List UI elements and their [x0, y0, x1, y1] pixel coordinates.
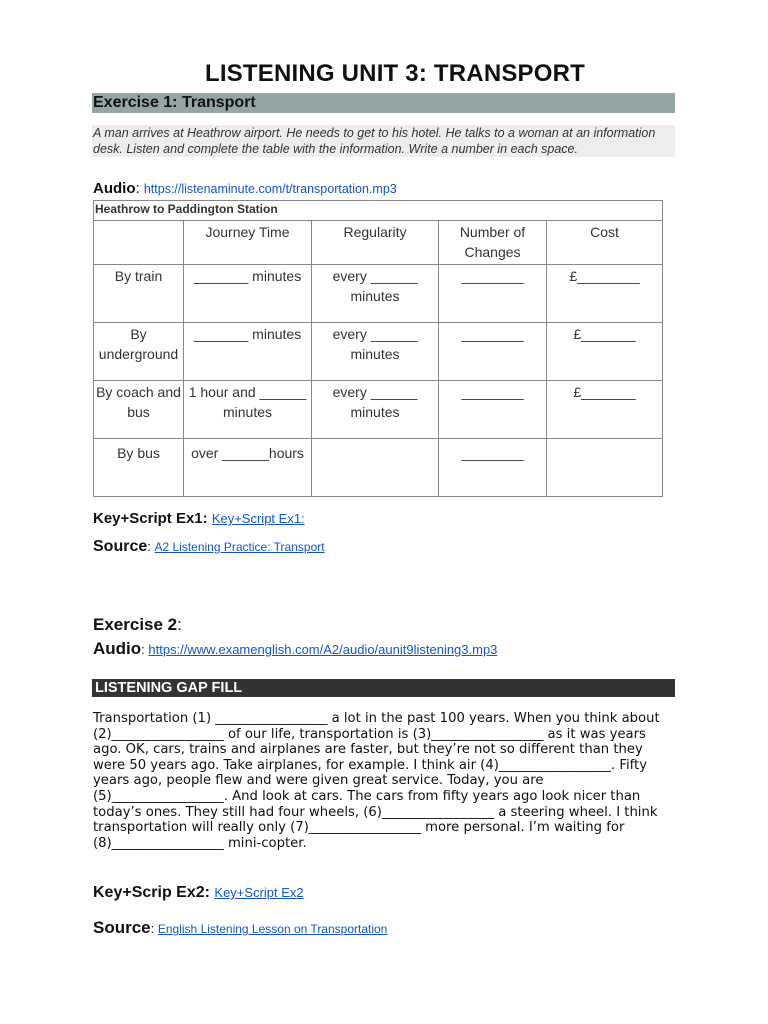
exercise2-heading: [93, 615, 182, 635]
table-cell: every ______ minutes: [312, 381, 439, 439]
audio-separator: :: [141, 642, 149, 657]
source-label: Source: [93, 918, 151, 937]
table-cell: [312, 439, 439, 497]
source-label: Source: [93, 538, 148, 555]
table-header-row: [94, 221, 663, 265]
table-cell: ________: [439, 439, 547, 497]
exercise2-key-line: [93, 884, 304, 902]
exercise1-heading: Exercise 1: Transport: [92, 93, 675, 113]
table-cell: [547, 439, 663, 497]
exercise2-heading-colon: :: [177, 615, 182, 634]
exercise1-key-link[interactable]: Key+Script Ex1:: [211, 511, 305, 526]
table-cell: £_______: [547, 323, 663, 381]
table-row: [94, 323, 663, 381]
audio-label: Audio: [93, 639, 142, 658]
table-cell: £________: [547, 265, 663, 323]
table-header-cell: [94, 221, 184, 265]
table-cell: By underground: [94, 323, 184, 381]
table-cell: £_______: [547, 381, 663, 439]
key-label: Key+Script Ex1:: [93, 510, 212, 527]
table-cell: ________: [439, 381, 547, 439]
table-cell: By bus: [94, 439, 184, 497]
exercise1-instructions: A man arrives at Heathrow airport. He needs to get to his hotel. He talks to a woman at an information desk. Listen and complete the table with the information. Write a number in each space.: [92, 125, 675, 157]
table-cell: By coach and bus: [94, 381, 184, 439]
table-cell: 1 hour and ______ minutes: [184, 381, 312, 439]
page-title: LISTENING UNIT 3: TRANSPORT: [204, 60, 586, 87]
key-label: Key+Scrip Ex2:: [93, 884, 215, 901]
table-cell: over ______hours: [184, 439, 312, 497]
exercise1-source-link[interactable]: A2 Listening Practice: Transport: [154, 540, 325, 554]
table-cell: _______ minutes: [184, 323, 312, 381]
table-header-cell: Regularity: [312, 221, 439, 265]
transport-table: [93, 200, 663, 497]
gap-fill-paragraph: Transportation (1) _________________ a lot in the past 100 years. When you think about (2)_________________ of our life, transportation is (3)_________________ as it was years ago. OK, cars, trains and airplanes are faster, but they’re not so different than they were 50 years ago. Take airplanes, for example. I think air (4)_________________. Fifty years ago, people flew and were given great service. Today, you are (5)_________________. And look at cars. The cars from fifty years ago look nicer than today’s ones. They still had four wheels, (6)_________________ a steering wheel. I think transportation will really only (7)_________________ more personal. I’m waiting for (8)_________________ mini-copter.: [93, 711, 660, 851]
exercise1-key-line: [93, 510, 305, 527]
exercise1-source-line: [93, 538, 325, 556]
table-row: [94, 381, 663, 439]
table-cell: every ______ minutes: [312, 323, 439, 381]
table-caption: Heathrow to Paddington Station: [94, 201, 663, 221]
table-cell: every ______ minutes: [312, 265, 439, 323]
table-header-cell: Journey Time: [184, 221, 312, 265]
exercise1-audio-line: [93, 180, 397, 197]
exercise2-source-line: [93, 918, 387, 938]
exercise2-key-link[interactable]: Key+Script Ex2: [214, 885, 304, 900]
table-header-cell: Number of Changes: [439, 221, 547, 265]
source-separator: :: [147, 539, 155, 554]
table-row: [94, 265, 663, 323]
table-cell: ________: [439, 265, 547, 323]
exercise1-audio-link[interactable]: https://listenaminute.com/t/transportation.mp3: [143, 182, 397, 196]
gap-fill-text: [93, 711, 677, 851]
source-separator: :: [150, 921, 158, 936]
exercise2-heading-text: Exercise 2: [93, 615, 178, 634]
table-cell: _______ minutes: [184, 265, 312, 323]
table-row: [94, 439, 663, 497]
audio-separator: :: [135, 180, 144, 197]
exercise2-audio-link[interactable]: https://www.examenglish.com/A2/audio/aunit9listening3.mp3: [148, 642, 498, 657]
audio-label: Audio: [93, 180, 136, 197]
exercise2-source-link[interactable]: English Listening Lesson on Transportation: [157, 922, 388, 936]
table-header-cell: Cost: [547, 221, 663, 265]
exercise2-audio-line: [93, 639, 497, 659]
gap-fill-heading: LISTENING GAP FILL: [92, 679, 675, 697]
table-cell: ________: [439, 323, 547, 381]
table-cell: By train: [94, 265, 184, 323]
